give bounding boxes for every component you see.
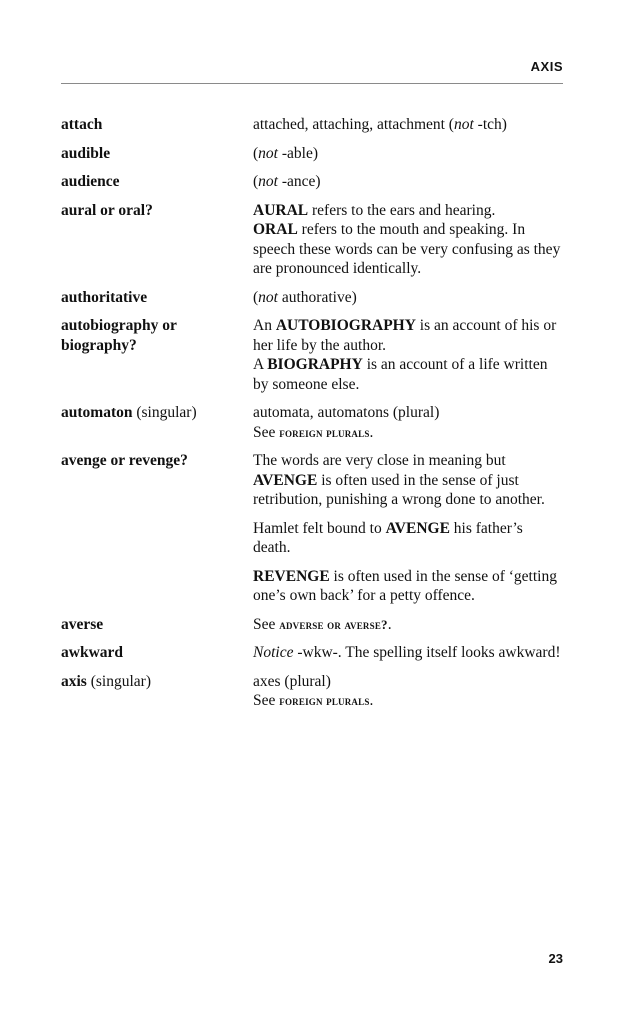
entry-definition: AURAL refers to the ears and hearing. ORAL refers to the mouth and speaking. In speech these words can be very confusing as they are pronounced identically. [253,201,561,277]
entry-term: automaton (singular) [61,404,197,421]
entry-term: authoritative [61,288,148,306]
entry-term: awkward [61,644,124,661]
running-header: AXIS [530,59,563,74]
entry-definition [253,615,563,635]
entry-term: avenge or revenge? [61,452,188,469]
entry-axis [61,672,563,711]
entry-autobiography-or-biography [61,316,563,394]
entry-definition: The words are very close in meaning but AVENGE is often used in the sense of just retribution, punishing a wrong done to another. Hamlet felt bound to AVENGE his father’s death. REVENGE is often used in the sense of ‘getting one’s own back’ for a petty offence. [253,452,557,604]
entry-definition: (not -ance) [253,173,321,190]
entry-definition: (not -able) [253,144,318,162]
page-number: 23 [548,951,563,966]
entry-awkward [61,643,563,663]
cross-reference: See foreign plurals. [253,692,374,709]
entry-definition: (not authorative) [253,288,357,306]
entry-definition: Notice -wkw-. The spelling itself looks awkward! [253,644,561,661]
entry-audible [61,144,563,164]
entry-definition: axes (plural) See foreign plurals. [253,672,563,711]
entry-term: autobiography or biography? [61,317,177,354]
cross-reference: See adverse or averse?. [253,615,392,633]
entry-term: aural or oral? [61,201,153,219]
entry-authoritative [61,288,563,308]
entry-term: audience [61,173,120,190]
entry-avenge-or-revenge [61,451,563,606]
entry-definition: attached, attaching, attachment (not -tch) [253,116,507,133]
entry-definition: automata, automatons (plural) See foreign plurals. [253,403,563,442]
entry-term: averse [61,615,104,633]
entry-averse [61,615,563,635]
cross-reference: See foreign plurals. [253,423,374,441]
entry-automaton [61,403,563,442]
entry-term: audible [61,144,111,162]
entry-definition: An AUTOBIOGRAPHY is an account of his or her life by the author. A BIOGRAPHY is an account of a life written by someone else. [253,317,557,393]
entry-aural-or-oral [61,201,563,279]
header-divider [61,83,563,84]
entry-term: axis (singular) [61,672,151,690]
dictionary-entries [61,115,563,720]
entry-attach [61,115,563,135]
entry-term: attach [61,116,103,133]
entry-audience [61,172,563,192]
